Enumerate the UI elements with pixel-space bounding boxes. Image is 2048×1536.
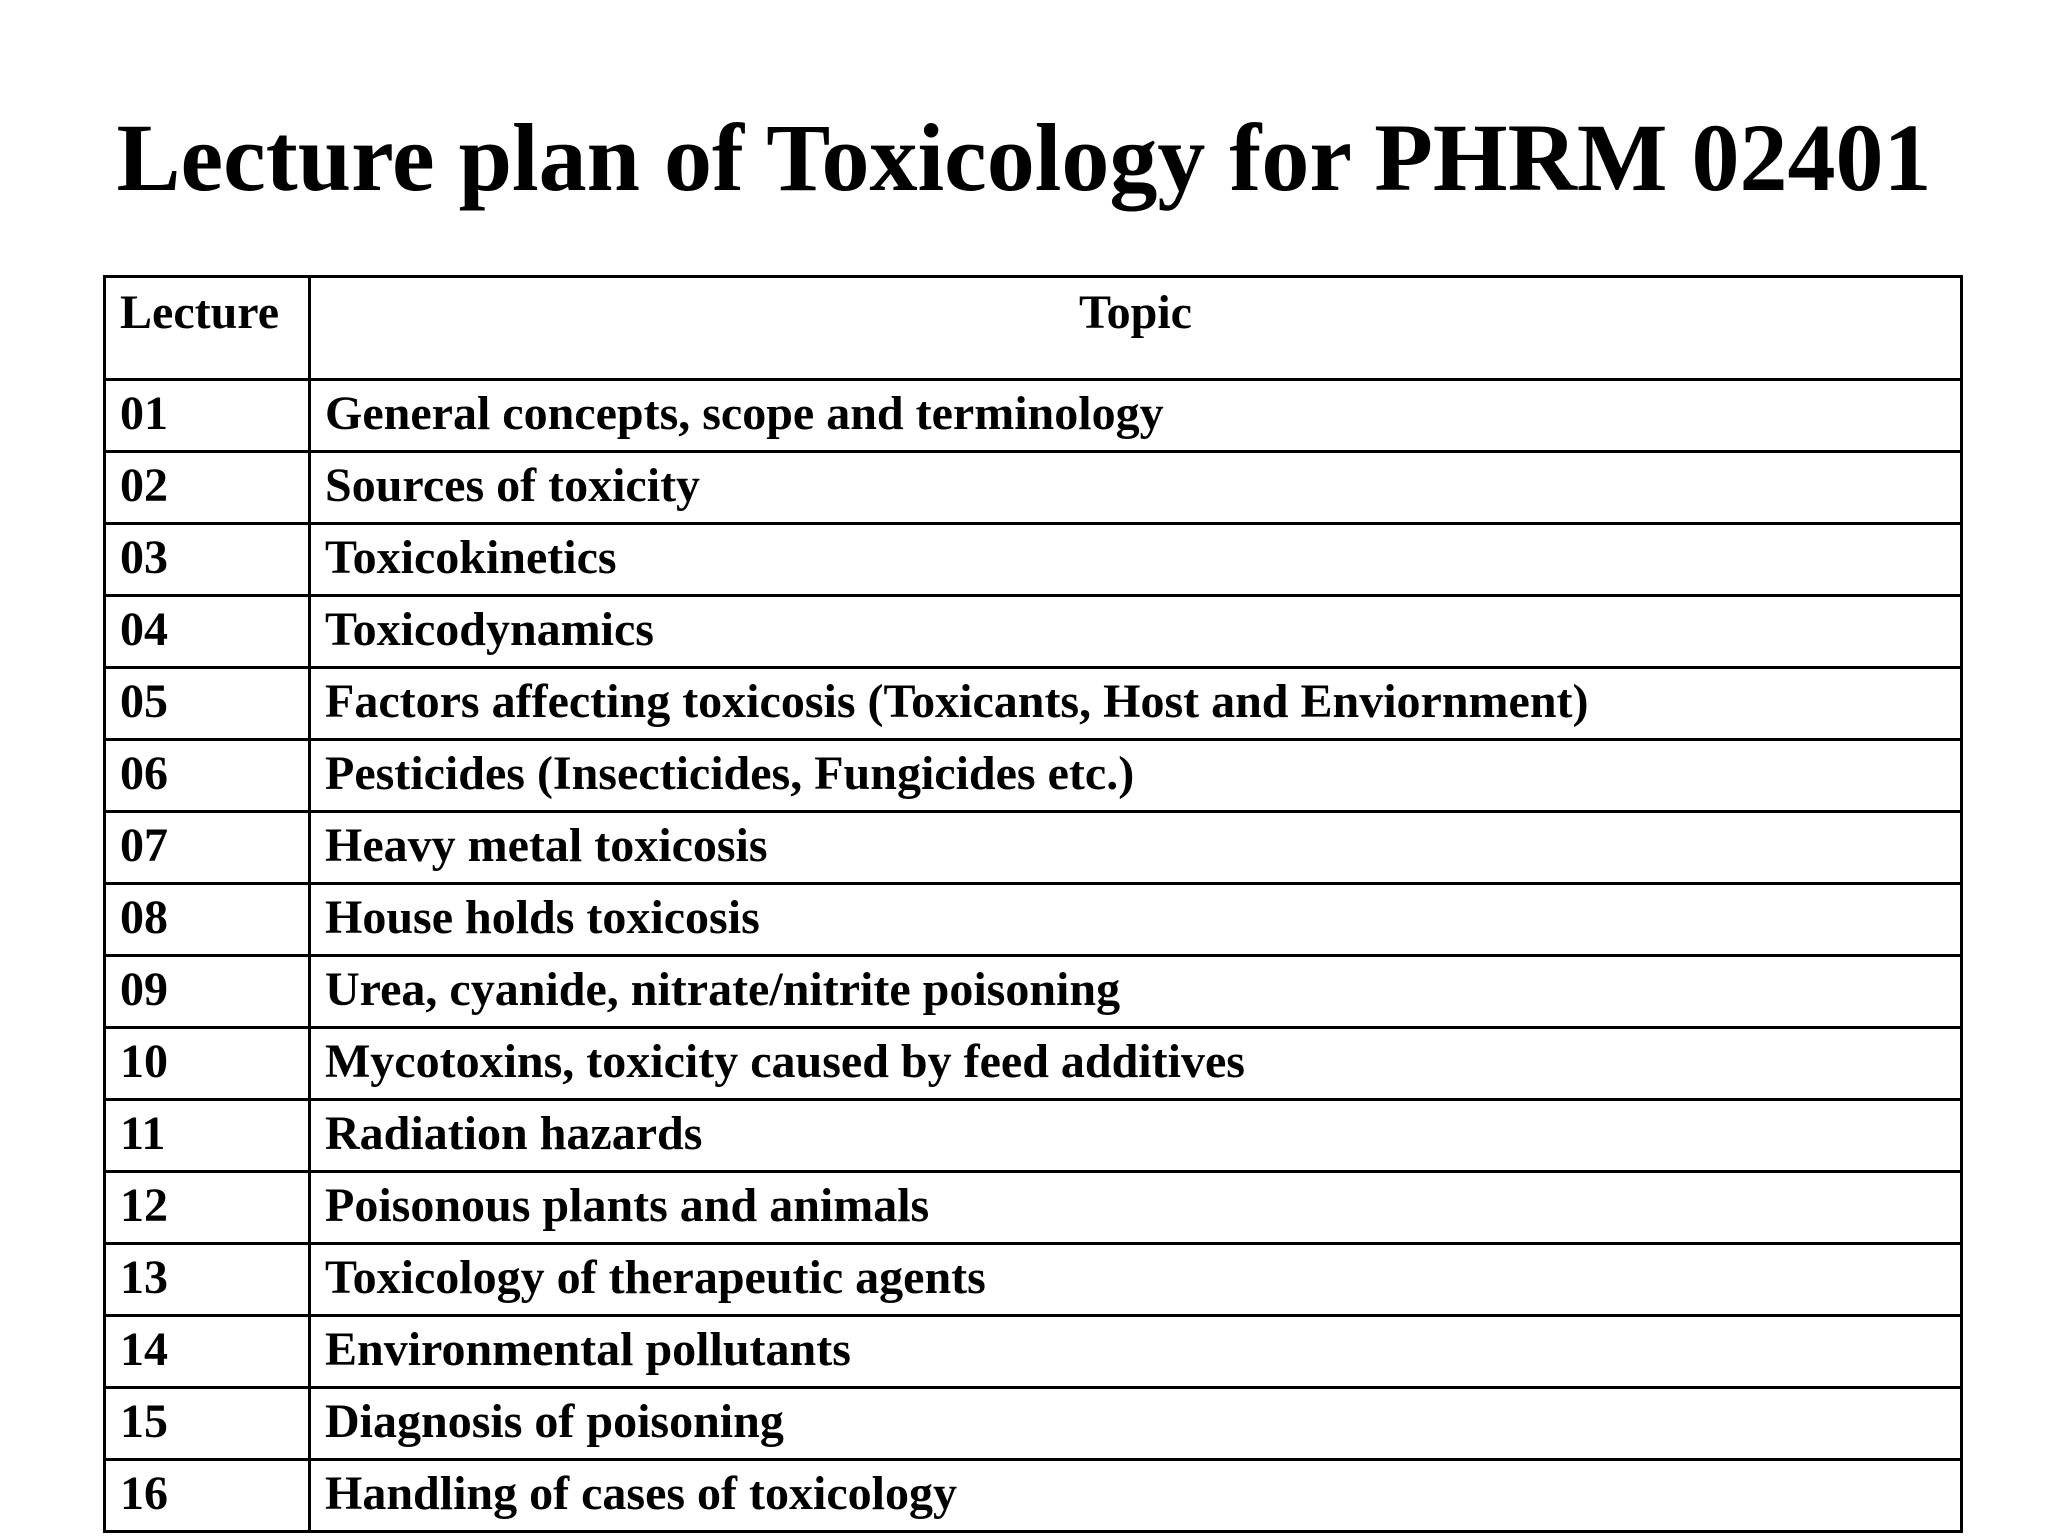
- lecture-number-cell: 09: [105, 956, 310, 1028]
- table-row: [105, 1244, 1962, 1316]
- topic-cell: Radiation hazards: [310, 1100, 1962, 1172]
- lecture-number-cell: 01: [105, 380, 310, 452]
- lecture-number-cell: 08: [105, 884, 310, 956]
- lecture-number-cell: 07: [105, 812, 310, 884]
- topic-cell: Toxicology of therapeutic agents: [310, 1244, 1962, 1316]
- topic-cell: Factors affecting toxicosis (Toxicants, Host and Enviornment): [310, 668, 1962, 740]
- table-row: [105, 1460, 1962, 1532]
- slide-title: Lecture plan of Toxicology for PHRM 02401: [116, 104, 1932, 211]
- table-row: [105, 812, 1962, 884]
- topic-cell: Toxicokinetics: [310, 524, 1962, 596]
- topic-cell: Urea, cyanide, nitrate/nitrite poisoning: [310, 956, 1962, 1028]
- lecture-number-cell: 02: [105, 452, 310, 524]
- topic-cell: Sources of toxicity: [310, 452, 1962, 524]
- header-row: [105, 277, 1962, 380]
- lecture-number-cell: 04: [105, 596, 310, 668]
- lecture-number-cell: 16: [105, 1460, 310, 1532]
- topic-cell: Pesticides (Insecticides, Fungicides etc.): [310, 740, 1962, 812]
- topic-cell: General concepts, scope and terminology: [310, 380, 1962, 452]
- column-header-lecture: Lecture: [105, 277, 310, 380]
- lecture-number-cell: 13: [105, 1244, 310, 1316]
- table-row: [105, 596, 1962, 668]
- lecture-plan-table: [103, 275, 1963, 1533]
- lecture-number-cell: 11: [105, 1100, 310, 1172]
- lecture-number-cell: 12: [105, 1172, 310, 1244]
- column-header-topic: Topic: [310, 277, 1962, 380]
- table-row: [105, 1316, 1962, 1388]
- topic-cell: Handling of cases of toxicology: [310, 1460, 1962, 1532]
- topic-cell: Environmental pollutants: [310, 1316, 1962, 1388]
- table-row: [105, 884, 1962, 956]
- lecture-number-cell: 03: [105, 524, 310, 596]
- topic-cell: House holds toxicosis: [310, 884, 1962, 956]
- table-row: [105, 1388, 1962, 1460]
- topic-cell: Heavy metal toxicosis: [310, 812, 1962, 884]
- topic-cell: Mycotoxins, toxicity caused by feed additives: [310, 1028, 1962, 1100]
- topic-cell: Poisonous plants and animals: [310, 1172, 1962, 1244]
- lecture-number-cell: 14: [105, 1316, 310, 1388]
- table-body: [105, 380, 1962, 1532]
- table-row: [105, 1172, 1962, 1244]
- lecture-number-cell: 10: [105, 1028, 310, 1100]
- table-row: [105, 1100, 1962, 1172]
- table-row: [105, 380, 1962, 452]
- lecture-number-cell: 06: [105, 740, 310, 812]
- topic-cell: Toxicodynamics: [310, 596, 1962, 668]
- table-row: [105, 956, 1962, 1028]
- lecture-number-cell: 15: [105, 1388, 310, 1460]
- table-row: [105, 524, 1962, 596]
- table-row: [105, 452, 1962, 524]
- topic-cell: Diagnosis of poisoning: [310, 1388, 1962, 1460]
- table-row: [105, 740, 1962, 812]
- table-row: [105, 1028, 1962, 1100]
- table-header: [105, 277, 1962, 380]
- lecture-number-cell: 05: [105, 668, 310, 740]
- table-row: [105, 668, 1962, 740]
